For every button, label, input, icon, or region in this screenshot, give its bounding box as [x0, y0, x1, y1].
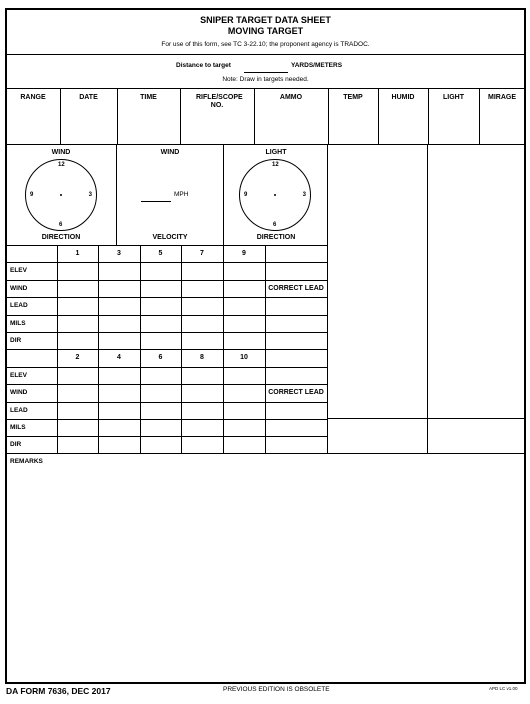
grid-cell[interactable] [182, 403, 222, 418]
velocity-wind-label: WIND [160, 149, 180, 156]
distance-units: YARDS/METERS [291, 62, 343, 69]
grid-cell[interactable] [224, 333, 264, 348]
grid-row-line [6, 349, 327, 350]
remarks-label: REMARKS [10, 458, 43, 465]
grid-cell[interactable] [58, 403, 97, 418]
grid-cell[interactable] [99, 368, 139, 383]
grid-cell[interactable] [182, 420, 222, 435]
dial-12: 12 [272, 162, 279, 168]
grid-cell[interactable] [182, 333, 222, 348]
grid-cell[interactable] [99, 403, 139, 418]
form-number: DA FORM 7636, DEC 2017 [6, 686, 111, 696]
col-temp: TEMP [343, 94, 363, 101]
grid-cell[interactable] [224, 385, 264, 400]
row-label: LEAD [10, 406, 28, 414]
grid-cell[interactable] [141, 368, 180, 383]
dial-9: 9 [30, 192, 34, 198]
edition-note: PREVIOUS EDITION IS OBSOLETE [223, 686, 330, 693]
grid-cell[interactable] [58, 333, 97, 348]
col-divider [60, 88, 61, 144]
wind-label: WIND [51, 149, 71, 156]
grid-col-line [98, 245, 99, 454]
grid-col-line [140, 245, 141, 454]
grid-cell[interactable] [224, 263, 264, 278]
shot-number: 1 [75, 250, 80, 257]
col-divider [117, 88, 118, 144]
grid-cell[interactable] [141, 281, 180, 296]
col-divider [328, 88, 329, 144]
col-divider [479, 88, 480, 144]
col-humid: HUMID [391, 94, 415, 101]
grid-cell[interactable] [224, 437, 264, 452]
row-label: DIR [10, 337, 22, 344]
grid-cell[interactable] [182, 368, 222, 383]
shot-number: 3 [117, 250, 121, 257]
grid-cell[interactable] [141, 420, 180, 435]
grid-cell[interactable] [266, 368, 326, 383]
grid-row-line [6, 245, 327, 246]
grid-cell[interactable] [58, 420, 97, 435]
col-ammo: AMMO [279, 94, 303, 101]
correct-lead-label: CORRECT LEAD [268, 284, 324, 292]
correct-lead-label: CORRECT LEAD [268, 389, 324, 397]
grid-cell[interactable] [58, 281, 97, 296]
col-mirage: MIRAGE [488, 94, 516, 101]
grid-col-line [57, 245, 58, 454]
row-label: DIR [10, 441, 22, 449]
shot-number: 10 [240, 354, 248, 362]
grid-cell[interactable] [224, 368, 264, 383]
grid-cell[interactable] [141, 385, 180, 400]
divider [6, 453, 525, 454]
grid-cell[interactable] [266, 403, 326, 418]
distance-note: Note: Draw in targets needed. [222, 76, 309, 83]
grid-cell[interactable] [224, 403, 264, 418]
shot-number: 6 [158, 354, 163, 362]
dial-3: 3 [88, 192, 92, 198]
form-instructions: For use of this form, see TC 3-22.10; the proponent agency is TRADOC. [161, 41, 370, 48]
divider [6, 88, 525, 89]
shot-number: 7 [200, 250, 204, 257]
grid-cell[interactable] [58, 298, 97, 313]
grid-cell[interactable] [224, 316, 264, 331]
grid-cell[interactable] [141, 403, 180, 418]
remarks-field[interactable] [8, 468, 522, 680]
light-direction-dial[interactable] [239, 159, 311, 231]
grid-col-line [181, 245, 182, 454]
grid-cell[interactable] [182, 298, 222, 313]
grid-cell[interactable] [266, 316, 326, 331]
grid-cell[interactable] [58, 263, 97, 278]
dial-6: 6 [273, 222, 277, 228]
dial-divider [223, 144, 224, 245]
grid-cell[interactable] [99, 281, 139, 296]
row-label: ELEV [10, 267, 27, 275]
divider [6, 54, 525, 55]
grid-cell[interactable] [141, 316, 180, 331]
right-area-divider [427, 144, 428, 454]
row-label: MILS [10, 424, 26, 431]
grid-cell[interactable] [99, 298, 139, 313]
grid-cell[interactable] [99, 333, 139, 348]
row-label: WIND [10, 284, 28, 292]
grid-cell[interactable] [182, 263, 222, 278]
col-divider [254, 88, 255, 144]
form-title: SNIPER TARGET DATA SHEET [200, 15, 331, 25]
grid-col-line [223, 245, 224, 454]
grid-cell[interactable] [99, 316, 139, 331]
direction-label: DIRECTION [41, 234, 81, 241]
grid-cell[interactable] [182, 281, 222, 296]
grid-cell[interactable] [266, 298, 326, 313]
grid-cell[interactable] [58, 437, 97, 452]
grid-cell[interactable] [58, 368, 97, 383]
grid-cell[interactable] [141, 437, 180, 452]
grid-cell[interactable] [224, 298, 264, 313]
col-light: LIGHT [443, 94, 464, 101]
grid-cell[interactable] [99, 385, 139, 400]
grid-cell[interactable] [266, 263, 326, 278]
grid-cell[interactable] [141, 263, 180, 278]
row-label: WIND [10, 389, 28, 397]
divider [328, 418, 525, 419]
mph-label: MPH [174, 191, 189, 198]
grid-cell[interactable] [141, 333, 180, 348]
distance-label: Distance to target [176, 62, 231, 69]
dial-6: 6 [59, 222, 63, 228]
shot-number: 9 [242, 250, 246, 257]
mph-input-line[interactable] [141, 201, 171, 202]
row-label: MILS [10, 319, 26, 327]
grid-cell[interactable] [182, 316, 222, 331]
col-range: RANGE [20, 94, 46, 101]
grid-cell[interactable] [58, 385, 97, 400]
grid-cell[interactable] [99, 437, 139, 452]
grid-cell[interactable] [266, 333, 326, 348]
col-rifle-scope: RIFLE/SCOPE NO. [196, 94, 243, 109]
grid-cell[interactable] [182, 385, 222, 400]
distance-input-line[interactable] [244, 72, 288, 73]
grid-cell[interactable] [266, 437, 326, 452]
grid-cell[interactable] [224, 420, 264, 435]
grid-cell[interactable] [266, 420, 326, 435]
dial-12: 12 [58, 162, 65, 168]
version-label: APD LC v1.00 [489, 686, 518, 691]
divider [6, 144, 525, 145]
shot-number: 5 [158, 250, 163, 257]
col-divider [428, 88, 429, 144]
grid-cell[interactable] [182, 437, 222, 452]
dial-center [60, 194, 62, 196]
grid-cell[interactable] [224, 281, 264, 296]
shot-number: 4 [117, 354, 121, 362]
grid-cell[interactable] [99, 420, 139, 435]
grid-cell[interactable] [58, 316, 97, 331]
row-label: ELEV [10, 371, 27, 379]
dial-center [274, 194, 276, 196]
col-time: TIME [140, 94, 157, 101]
grid-cell[interactable] [141, 298, 180, 313]
light-label: LIGHT [265, 149, 287, 156]
grid-col-line [327, 245, 328, 454]
form-subtitle: MOVING TARGET [227, 26, 304, 36]
col-date: DATE [79, 94, 98, 101]
dial-divider [116, 144, 117, 245]
grid-cell[interactable] [99, 263, 139, 278]
dial-9: 9 [244, 192, 248, 198]
velocity-label: VELOCITY [152, 234, 188, 241]
col-divider [378, 88, 379, 144]
wind-direction-dial[interactable] [25, 159, 97, 231]
grid-col-line [265, 245, 266, 454]
shot-number: 8 [200, 354, 204, 362]
light-direction-label: DIRECTION [256, 234, 296, 241]
col-divider [180, 88, 181, 144]
dial-3: 3 [302, 192, 306, 198]
row-label: LEAD [10, 302, 28, 310]
shot-number: 2 [75, 354, 80, 362]
